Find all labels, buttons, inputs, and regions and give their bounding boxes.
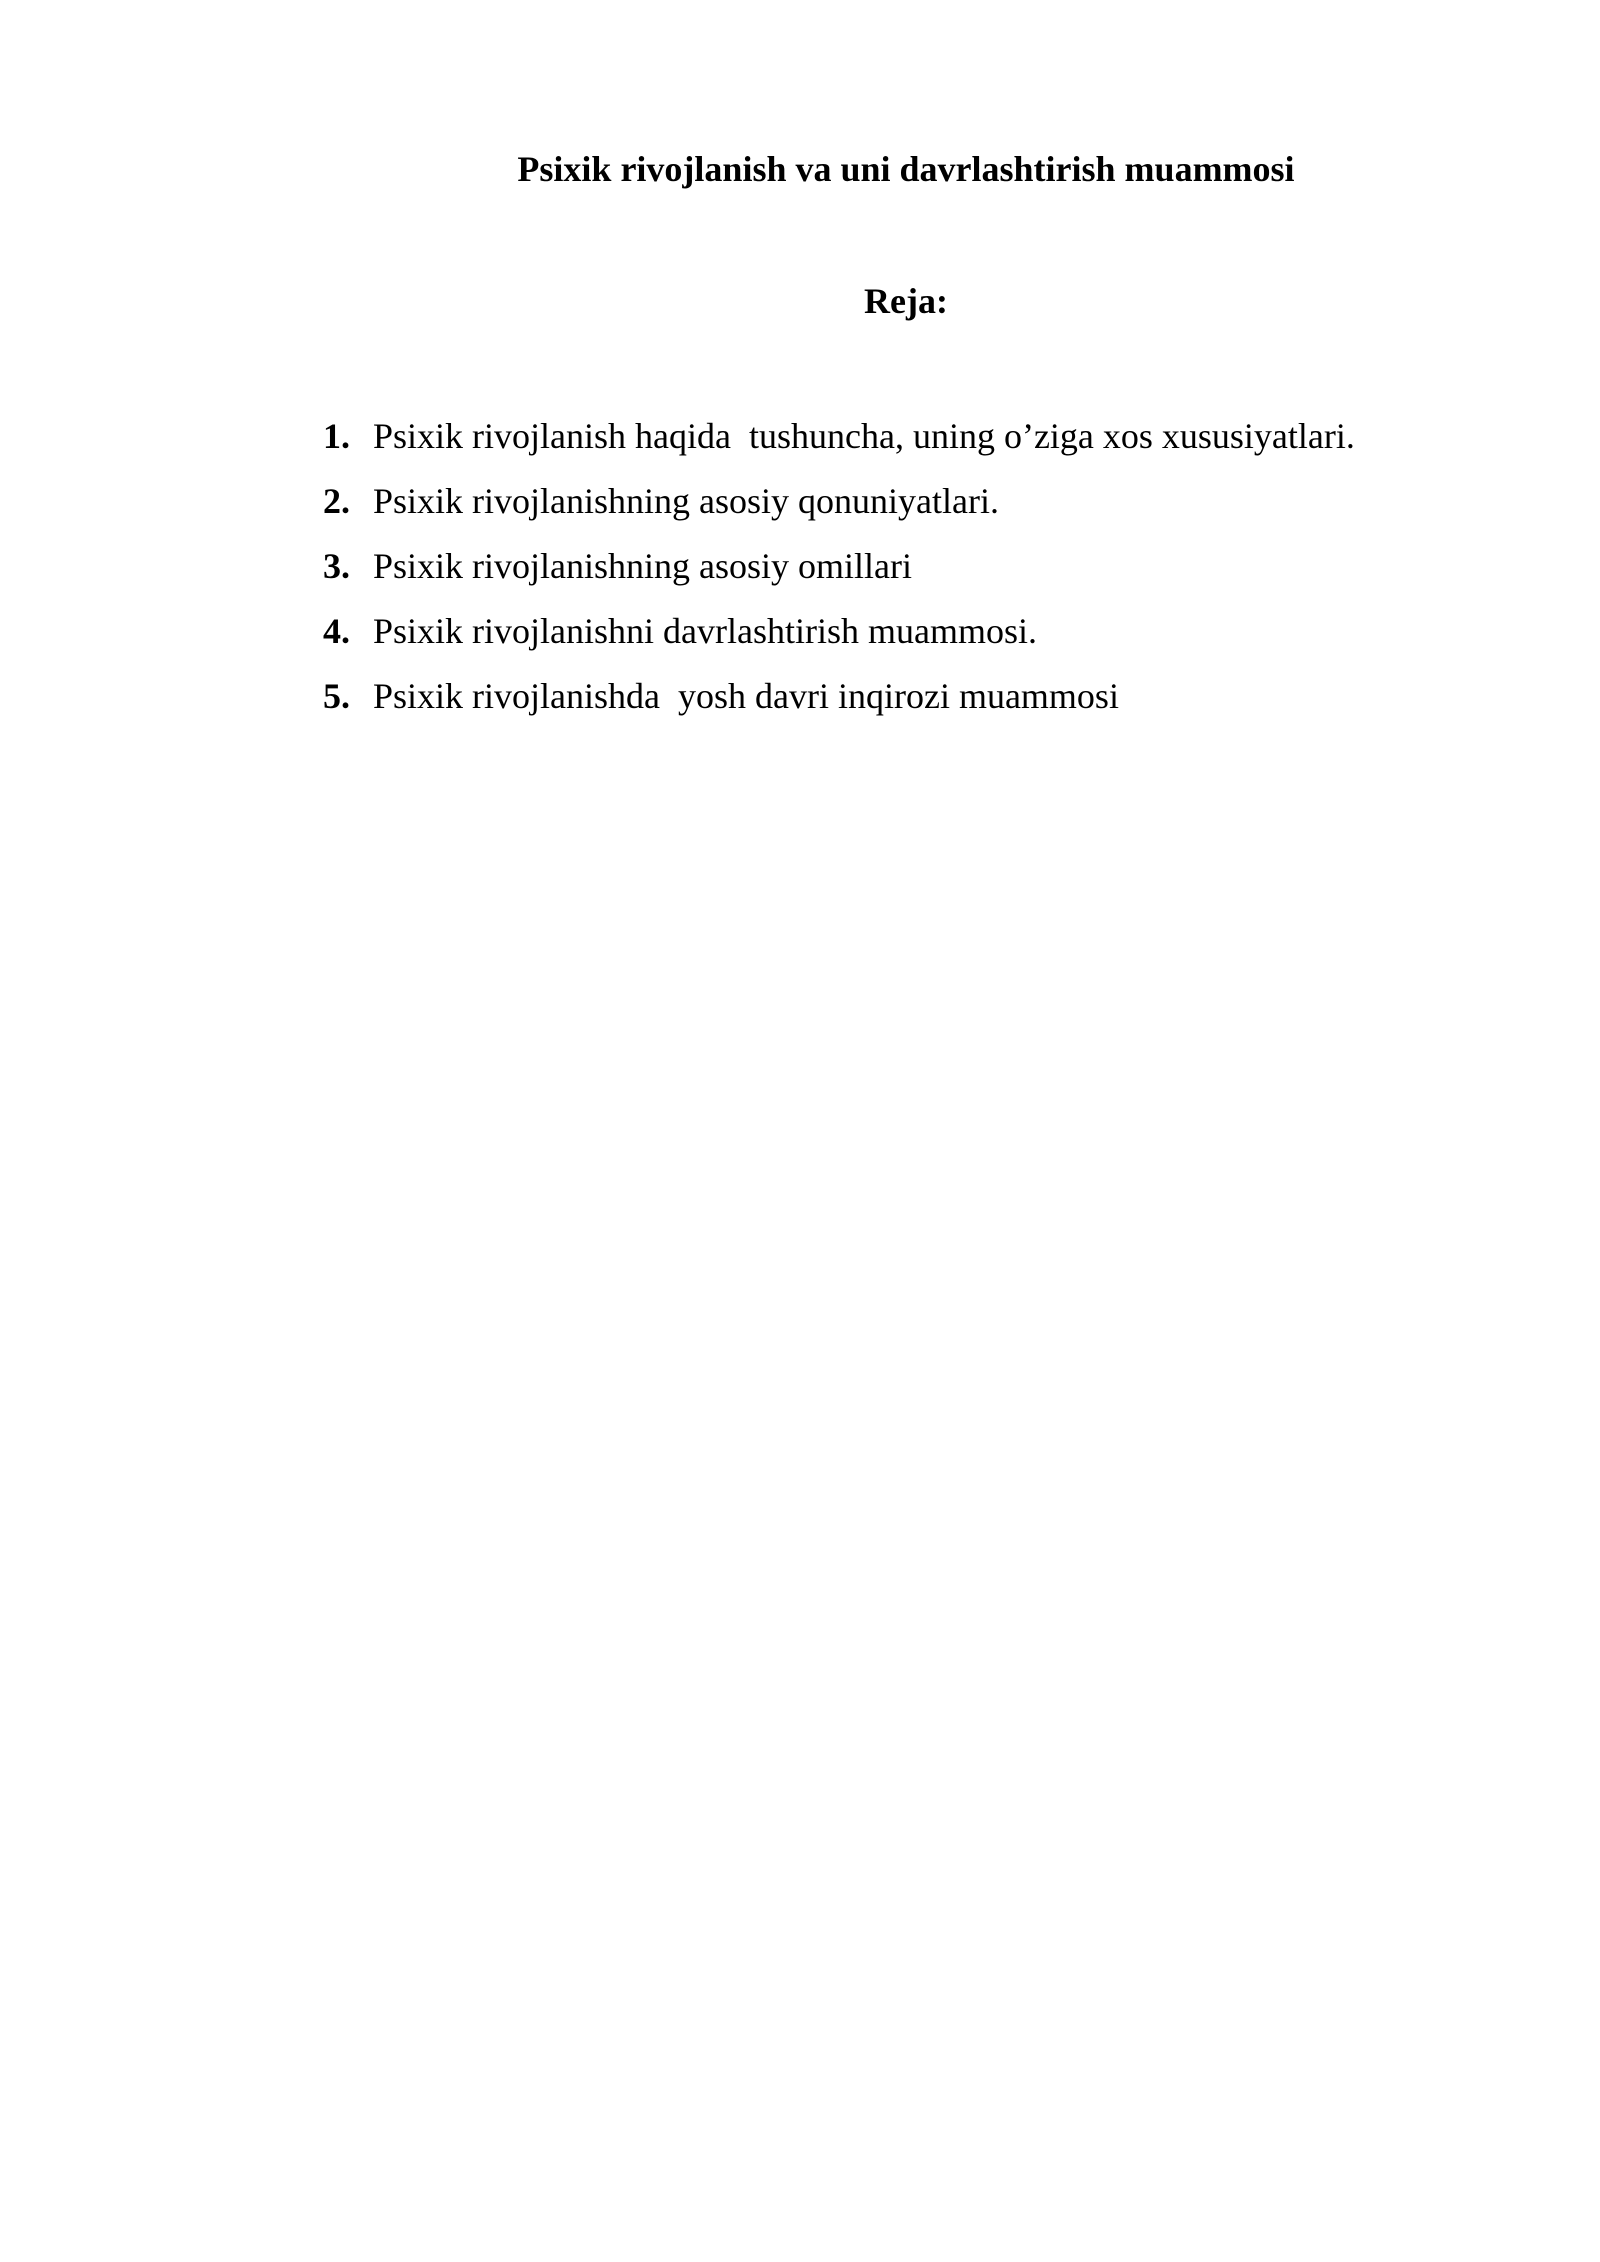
plan-item-text: Psixik rivojlanishning asosiy qonuniyatlari.: [373, 481, 999, 521]
plan-item-number: 3.: [323, 546, 350, 586]
plan-item: [323, 408, 1355, 473]
document-title: Psixik rivojlanish va uni davrlashtirish muammosi: [517, 149, 1295, 189]
plan-item: [323, 538, 1355, 603]
plan-heading: Reja:: [864, 281, 948, 321]
plan-item-number: 4.: [323, 611, 350, 651]
plan-item-text: Psixik rivojlanishning asosiy omillari: [373, 546, 912, 586]
plan-item-text: Psixik rivojlanishni davrlashtirish muammosi.: [373, 611, 1037, 651]
plan-item-number: 5.: [323, 676, 350, 716]
plan-item: [323, 473, 1355, 538]
plan-item: [323, 668, 1355, 733]
plan-item-number: 2.: [323, 481, 350, 521]
plan-item-text: Psixik rivojlanish haqida tushuncha, uning o’ziga xos xususiyatlari.: [373, 416, 1355, 456]
plan-list: [323, 408, 1355, 733]
plan-item-text: Psixik rivojlanishda yosh davri inqirozi muammosi: [373, 676, 1119, 716]
plan-item: [323, 603, 1355, 668]
plan-item-number: 1.: [323, 416, 350, 456]
